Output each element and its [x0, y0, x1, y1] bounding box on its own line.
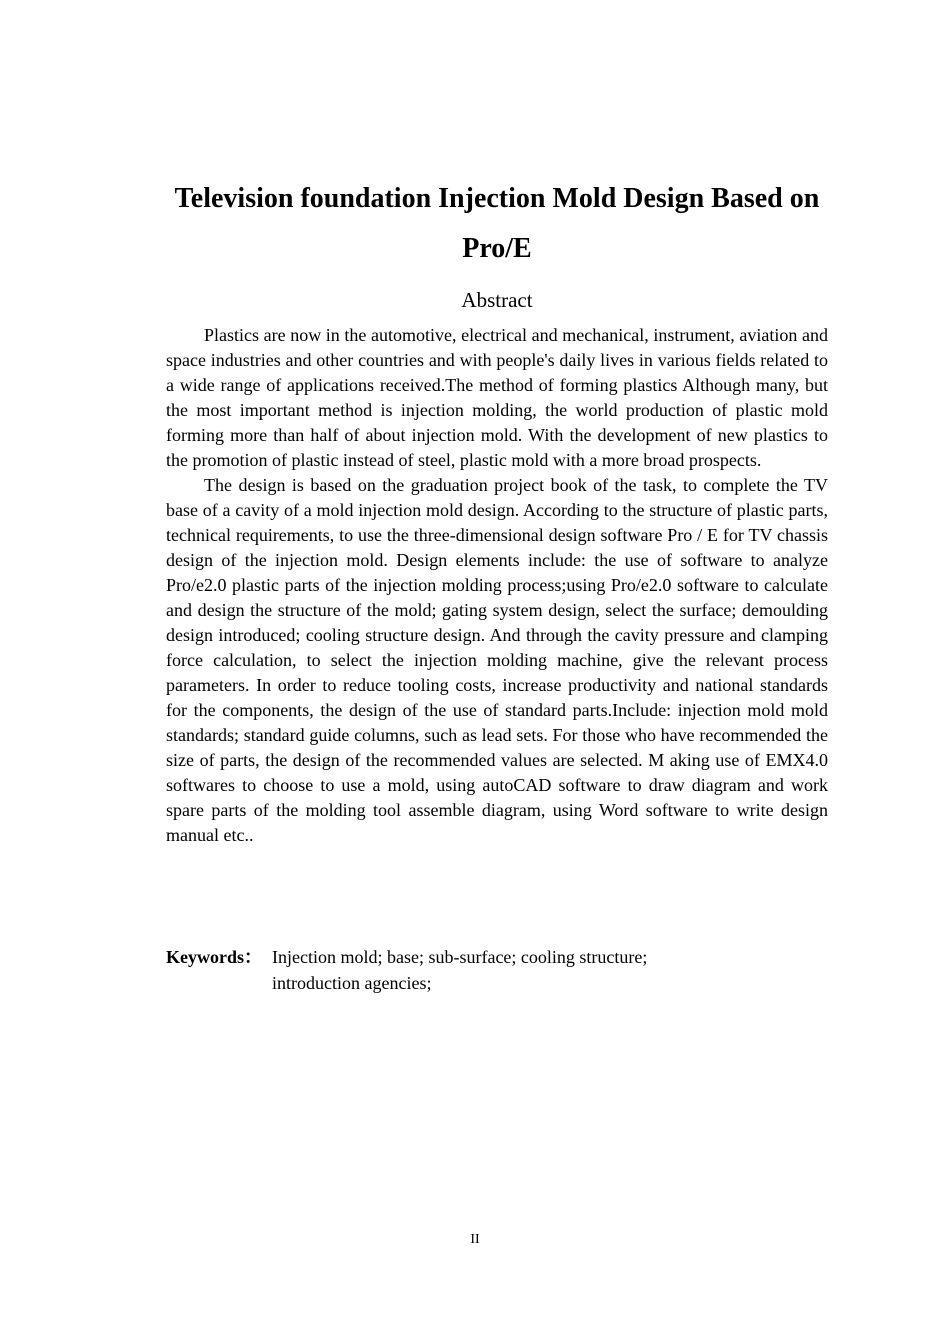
abstract-paragraph: The design is based on the graduation project book of the task, to complete the TV base of a cavity of a mold injection mold design. According to the structure of plastic parts, technical requirements, to use the three-dimensional design software Pro / E for TV chassis design of the injection mold. Design elements include: the use of software to analyze Pro/e2.0 plastic parts of the injection molding process;using Pro/e2.0 software to calculate and design the structure of the mold; gating system design, select the surface; demoulding design introduced; cooling structure design. And through the cavity pressure and clamping force calculation, to select the injection molding machine, give the relevant process parameters. In order to reduce tooling costs, increase productivity and national standards for the components, the design of the use of standard parts.Include: injection mold mold standards; standard guide columns, such as lead sets. For those who have recommended the size of parts, the design of the recommended values are selected. M aking use of EMX4.0 softwares to choose to use a mold, using autoCAD software to draw diagram and work spare parts of the molding tool assemble diagram, using Word software to write design manual etc.. [166, 475, 828, 845]
abstract-paragraph: Plastics are now in the automotive, electrical and mechanical, instrument, aviation and space industries and other countries and with people's daily lives in various fields related to a wide range of applications received.The method of forming plastics Although many, but the most important method is injection molding, the world production of plastic mold forming more than half of about injection mold. With the development of new plastics to the promotion of plastic instead of steel, plastic mold with a more broad prospects. [166, 325, 828, 470]
page-number: II [470, 1232, 480, 1247]
keywords-section [166, 944, 828, 996]
document-title: Television foundation Injection Mold Design Based on Pro/E [174, 183, 820, 264]
keywords-text: Injection mold; base; sub-surface; cooling structure; introduction agencies; [272, 947, 648, 993]
abstract-body [166, 323, 828, 848]
keywords-label: Keywords： [166, 947, 262, 967]
abstract-heading: Abstract [461, 288, 533, 312]
